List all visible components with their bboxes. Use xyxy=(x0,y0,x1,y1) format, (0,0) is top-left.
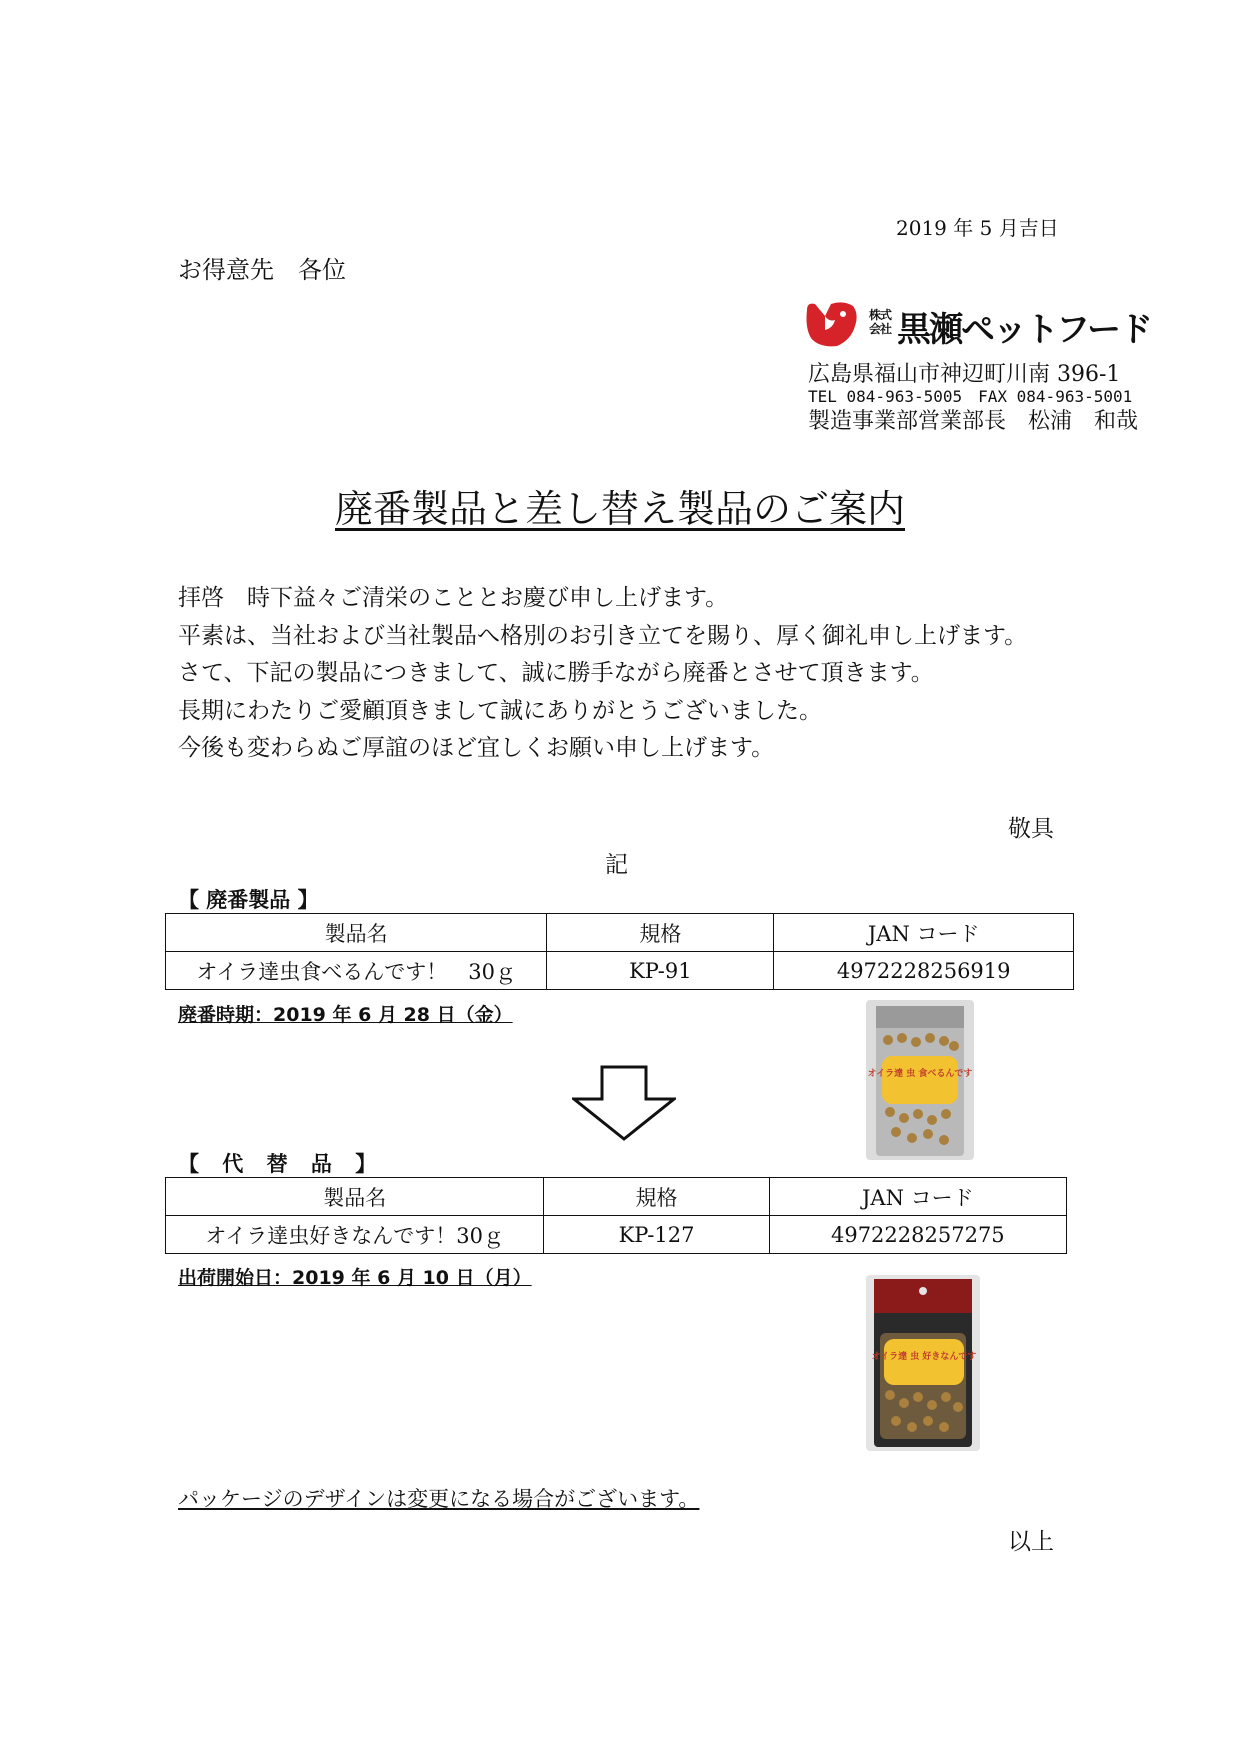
cell-jan-code: 4972228257275 xyxy=(769,1216,1066,1254)
body-paragraph: 今後も変わらぬご厚誼のほど宜しくお願い申し上げます。 xyxy=(178,735,775,762)
arrow-down-icon xyxy=(572,1065,676,1141)
package-label-text: オイラ達 虫 好きなんです xyxy=(871,1352,977,1362)
header-spec: 規格 xyxy=(544,1178,769,1216)
discontinued-section-label: 【 廃番製品 】 xyxy=(178,888,319,912)
document-title: 廃番製品と差し替え製品のご案内 xyxy=(334,487,905,531)
document-date: 2019 年 5 月吉日 xyxy=(896,216,1059,240)
table-row xyxy=(166,952,1074,990)
closing-ijou: 以上 xyxy=(1008,1529,1054,1555)
replacement-section-label: 【 代 替 品 】 xyxy=(178,1152,385,1176)
body-paragraph: さて、下記の製品につきまして、誠に勝手ながら廃番とさせて頂きます。 xyxy=(178,660,934,687)
cell-spec: KP-91 xyxy=(547,952,774,990)
header-jan-code: JAN コード xyxy=(769,1178,1066,1216)
cell-product-name: オイラ達虫好きなんです！30ｇ xyxy=(166,1216,544,1254)
shipping-start-note: 出荷開始日：2019 年 6 月 10 日（月） xyxy=(178,1267,532,1289)
logo-kabushiki-text: 株式会社 xyxy=(869,308,892,336)
body-paragraph: 平素は、当社および当社製品へ格別のお引き立てを賜り、厚く御礼申し上げます。 xyxy=(178,622,1028,649)
company-tel-fax: TEL 084-963-5005 FAX 084-963-5001 xyxy=(808,387,1133,406)
sender-name: 製造事業部営業部長 松浦 和哉 xyxy=(808,409,1139,434)
recipient: お得意先 各位 xyxy=(178,256,346,284)
table-header-row xyxy=(166,914,1074,952)
company-logo xyxy=(803,300,1151,350)
replacement-package-image xyxy=(866,1275,980,1451)
ki-heading: 記 xyxy=(605,852,628,878)
cell-jan-code: 4972228256919 xyxy=(774,952,1074,990)
body-paragraph: 拝啓 時下益々ご清栄のこととお慶び申し上げます。 xyxy=(178,585,729,611)
replacement-table xyxy=(165,1177,1067,1254)
table-header-row xyxy=(166,1178,1067,1216)
header-spec: 規格 xyxy=(547,914,774,952)
header-jan-code: JAN コード xyxy=(774,914,1074,952)
cell-spec: KP-127 xyxy=(544,1216,769,1254)
body-paragraph: 長期にわたりご愛顧頂きまして誠にありがとうございました。 xyxy=(178,697,822,724)
package-design-note: パッケージのデザインは変更になる場合がございます。 xyxy=(178,1487,700,1511)
letter-body xyxy=(178,580,1078,768)
discontinue-date-note: 廃番時期：2019 年 6 月 28 日（金） xyxy=(178,1004,513,1026)
discontinued-package-image xyxy=(866,1000,974,1160)
cell-product-name: オイラ達虫食べるんです！ 30ｇ xyxy=(166,952,547,990)
header-product-name: 製品名 xyxy=(166,914,547,952)
header-product-name: 製品名 xyxy=(166,1178,544,1216)
package-label-text: オイラ達 虫 食べるんです xyxy=(867,1069,973,1079)
discontinued-table xyxy=(165,913,1074,990)
bird-logo-icon xyxy=(803,300,861,348)
logo-company-name: 黒瀬ペットフード xyxy=(897,310,1151,350)
keigu-closing: 敬具 xyxy=(1008,816,1054,842)
document-title-row xyxy=(0,478,1240,533)
table-row xyxy=(166,1216,1067,1254)
company-address: 広島県福山市神辺町川南 396-1 xyxy=(808,362,1121,387)
